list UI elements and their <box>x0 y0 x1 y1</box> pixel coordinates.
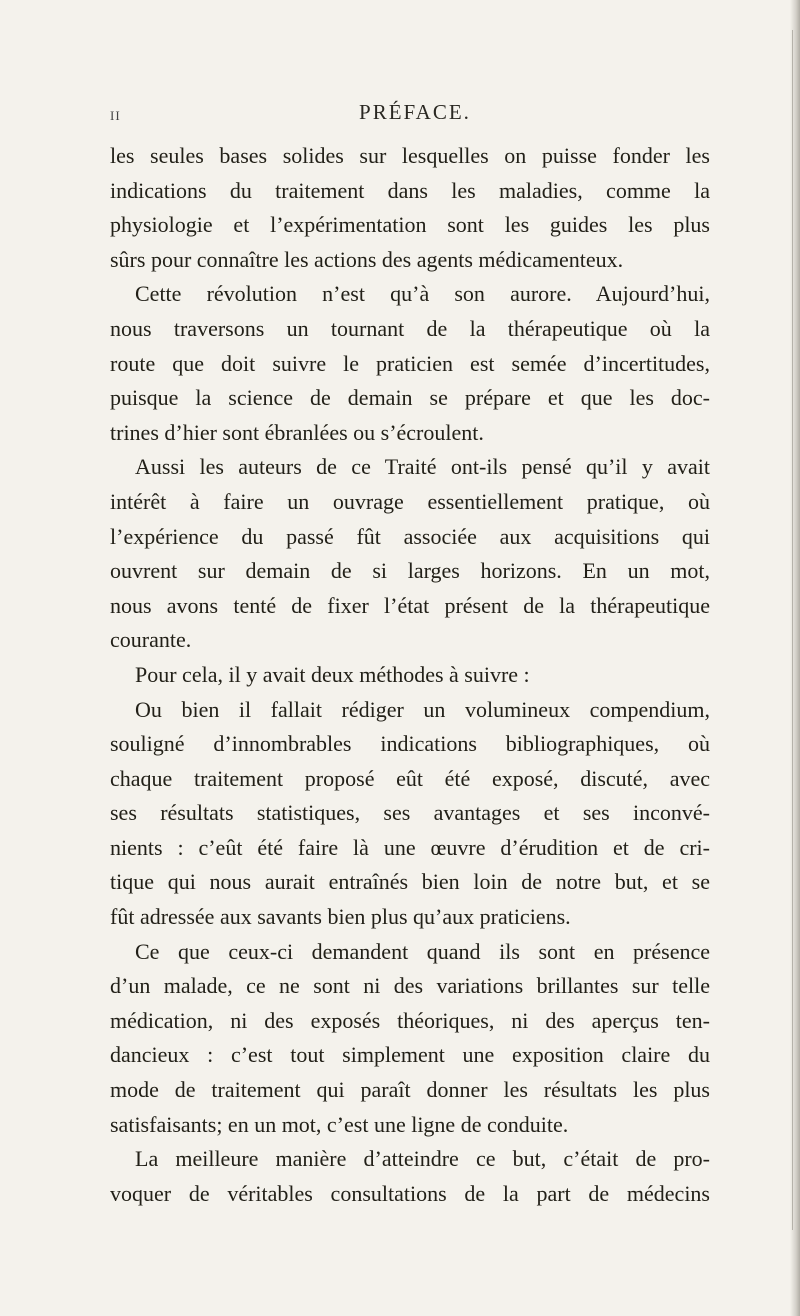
text-line: nients : c’eût été faire là une œuvre d’érudition et de cri- <box>110 834 710 860</box>
text-line: médication, ni des exposés théoriques, ni des aperçus ten- <box>110 1007 710 1033</box>
body-text <box>110 139 710 1211</box>
text-line: les seules bases solides sur lesquelles on puisse fonder les <box>110 143 710 168</box>
text-line: sûrs pour connaître les actions des agents médicamenteux. <box>110 246 624 272</box>
page-number: II <box>110 108 121 123</box>
text-line: courante. <box>110 627 192 653</box>
text-line: La meilleure manière d’atteindre ce but, c’était de pro- <box>135 1146 710 1172</box>
text-line: Ce que ceux-ci demandent quand ils sont en présence <box>135 938 710 964</box>
text-line: route que doit suivre le praticien est semée d’incertitudes, <box>110 350 710 376</box>
text-line: l’expérience du passé fût associée aux acquisitions qui <box>110 523 710 549</box>
text-line: d’un malade, ce ne sont ni des variations brillantes sur telle <box>110 973 710 999</box>
text-line: indications du traitement dans les maladies, comme la <box>110 177 710 203</box>
text-line: Aussi les auteurs de ce Traité ont-ils pensé qu’il y avait <box>135 454 710 480</box>
text-line: Pour cela, il y avait deux méthodes à suivre : <box>135 661 530 687</box>
text-line: nous traversons un tournant de la thérapeutique où la <box>110 315 710 341</box>
text-line: tique qui nous aurait entraînés bien loin de notre but, et se <box>110 869 710 895</box>
text-line: physiologie et l’expérimentation sont les guides les plus <box>110 212 710 238</box>
text-line: voquer de véritables consultations de la part de médecins <box>110 1180 710 1206</box>
text-line: mode de traitement qui paraît donner les résultats les plus <box>110 1077 710 1103</box>
text-line: Ou bien il fallait rédiger un volumineux compendium, <box>135 696 710 722</box>
running-head <box>110 100 720 130</box>
text-line: nous avons tenté de fixer l’état présent de la thérapeutique <box>110 592 710 618</box>
text-line: ses résultats statistiques, ses avantages et ses inconvé- <box>110 800 710 826</box>
page-edge-line <box>792 30 793 1230</box>
text-line: trines d’hier sont ébranlées ou s’écroulent. <box>110 419 484 445</box>
text-line: souligné d’innombrables indications bibliographiques, où <box>110 731 710 757</box>
text-line: fût adressée aux savants bien plus qu’aux praticiens. <box>110 904 571 930</box>
text-line: puisque la science de demain se prépare et que les doc- <box>110 385 710 411</box>
text-line: ouvrent sur demain de si larges horizons. En un mot, <box>110 558 710 584</box>
text-line: chaque traitement proposé eût été exposé, discuté, avec <box>110 765 710 791</box>
text-line: intérêt à faire un ouvrage essentiellement pratique, où <box>110 488 710 514</box>
text-line: satisfaisants; en un mot, c’est une ligne de conduite. <box>110 1111 569 1137</box>
running-title: PRÉFACE. <box>359 100 471 124</box>
text-line: Cette révolution n’est qu’à son aurore. Aujourd’hui, <box>135 281 710 307</box>
text-line: dancieux : c’est tout simplement une exposition claire du <box>110 1042 710 1068</box>
